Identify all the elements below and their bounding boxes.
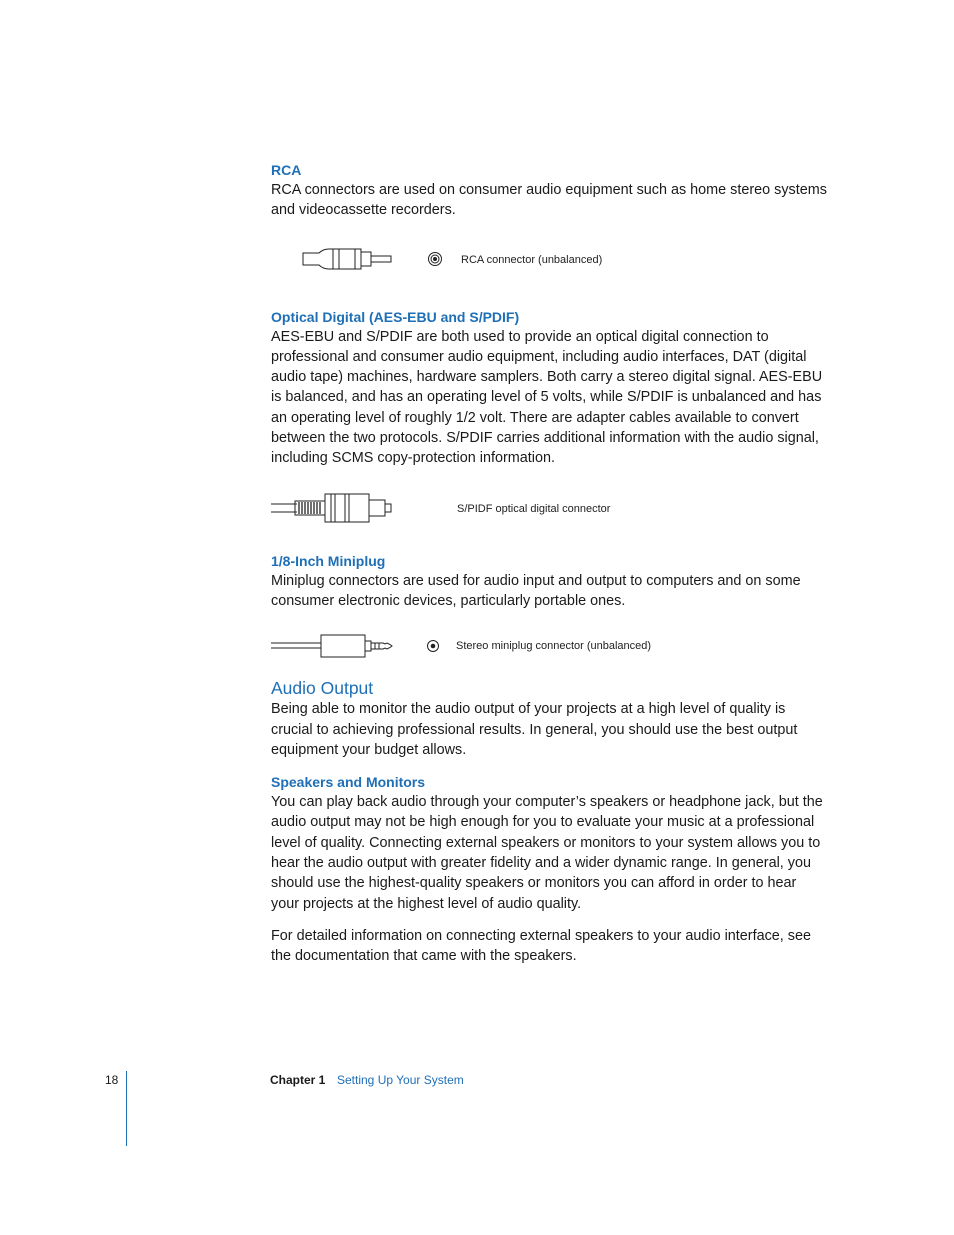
- rca-connector-illustration: [299, 243, 394, 275]
- rca-caption: RCA connector (unbalanced): [461, 253, 603, 266]
- rca-body: RCA connectors are used on consumer audio equipment such as home stereo systems and videocassette recorders.: [271, 182, 827, 219]
- miniplug-heading: 1/8-Inch Miniplug: [271, 552, 386, 569]
- audio-output-heading: Audio Output: [271, 678, 374, 699]
- page-content: [271, 160, 827, 967]
- optical-body: AES-EBU and S/PDIF are both used to provide an optical digital connection to professional and consumer audio equipment, including audio interfaces, DAT (digital audio tape) machines, hardware samplers. Both carry a stereo digital signal. AES-EBU is balanced, and has an operating level of 5 volts, while S/PDIF is unbalanced and has an operating level of roughly 1/2 volt. There are adapter cables available to convert between the two protocols. S/PDIF carries additional information with the audio signal, including SCMS copy-protection information.: [271, 328, 823, 467]
- speakers-body-1: You can play back audio through your computer’s speakers or headphone jack, but the audio output may not be high enough for you to evaluate your music at a professional level of quality. Connecting external speakers or monitors to your system allows you to hear the audio output with greater fidelity and a wider dynamic range. In general, you should use the highest-quality speakers or monitors you can afford in order to hear your projects at the highest level of audio quality.: [271, 794, 823, 912]
- optical-caption: S/PIDF optical digital connector: [457, 502, 611, 515]
- speakers-body-2: For detailed information on connecting external speakers to your audio interface, see the documentation that came with the speakers.: [271, 927, 811, 965]
- miniplug-body: Miniplug connectors are used for audio input and output to computers and on some consumer electronic devices, particularly portable ones.: [271, 572, 801, 609]
- page-number: 18: [105, 1073, 119, 1087]
- optical-diagram: [271, 491, 827, 543]
- miniplug-diagram: [271, 633, 827, 677]
- miniplug-caption: Stereo miniplug connector (unbalanced): [456, 640, 652, 653]
- audio-output-body: Being able to monitor the audio output of your projects at a high level of quality is crucial to achieving professional results. In general, you should use the best output equipment your budget allows.: [271, 701, 798, 758]
- footer-rule: [126, 1071, 127, 1146]
- footer-chapter-title: Setting Up Your System: [337, 1073, 464, 1087]
- footer-chapter: Chapter 1: [270, 1073, 326, 1087]
- speakers-heading: Speakers and Monitors: [271, 774, 426, 791]
- optical-heading: Optical Digital (AES-EBU and S/PDIF): [271, 308, 520, 325]
- miniplug-connector-illustration: [271, 633, 395, 659]
- miniplug-jack-icon: [426, 639, 440, 653]
- rca-diagram: [271, 243, 827, 293]
- optical-connector-illustration: [271, 491, 395, 525]
- rca-jack-icon: [427, 251, 443, 267]
- rca-heading: RCA: [271, 162, 302, 178]
